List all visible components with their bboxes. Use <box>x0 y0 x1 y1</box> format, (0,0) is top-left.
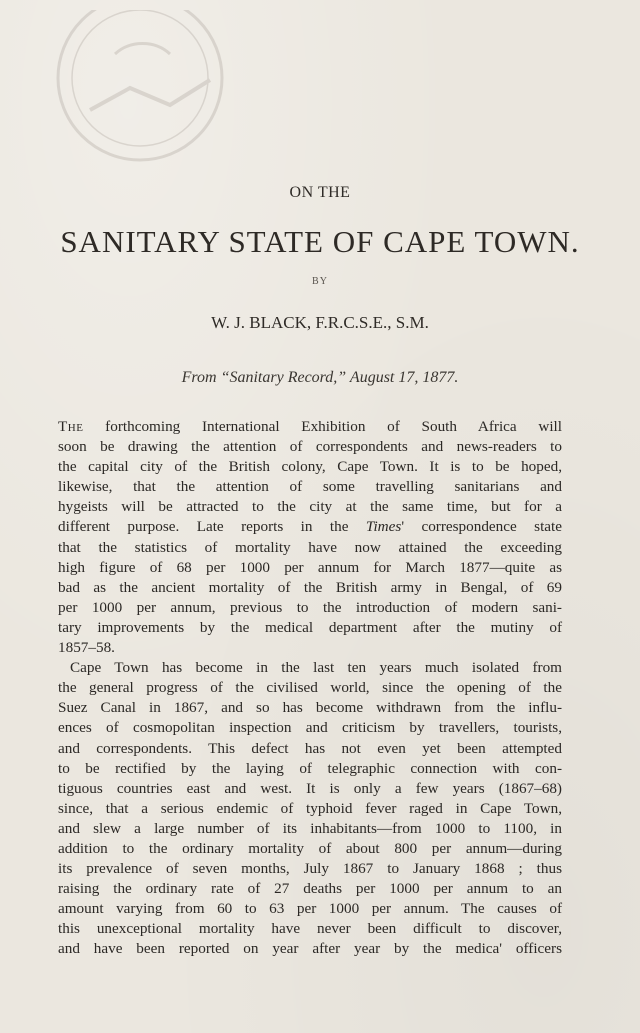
body-line: since, that a serious endemic of typhoid fever raged in Cape Town, <box>58 799 562 817</box>
body-line: tary improvements by the medical department after the mutiny of <box>58 618 562 636</box>
body-line: this unexceptional mortality have never been difficult to discover, <box>58 920 562 938</box>
body-line: to be rectified by the laying of telegraphic connection with con- <box>58 759 562 777</box>
author-name: W. J. BLACK, F.R.C.S.E., S.M. <box>211 313 429 332</box>
body-line: the capital city of the British colony, Cape Town. It is to be hoped, <box>58 458 562 476</box>
drop-word: The <box>58 418 84 435</box>
body-line: the general progress of the civilised world, since the opening of the <box>58 679 562 697</box>
body-line: and slew a large number of its inhabitants—from 1000 to 1100, in <box>58 819 562 837</box>
header-on-the: ON THE <box>289 184 351 201</box>
body-line: its prevalence of seven months, July 1867 to January 1868 ; thus <box>58 860 562 878</box>
body-line: bad as the ancient mortality of the British army in Bengal, of 69 <box>58 578 562 596</box>
body-line: 1857–58. <box>58 639 115 657</box>
source-record: “Sanitary Record,” <box>220 369 347 386</box>
newspaper-title: Times <box>365 518 402 536</box>
body-line: addition to the ordinary mortality of about 800 per annum—during <box>58 839 562 857</box>
source-date: August 17, 1877. <box>349 369 459 386</box>
body-line: per 1000 per annum, previous to the introduction of modern sani- <box>58 598 562 616</box>
body-line: tiguous countries east and west. It is only a few years (1867–68) <box>58 779 562 797</box>
body-line: and have been reported on year after year by the medica' officers <box>58 940 562 958</box>
document-title: SANITARY STATE OF CAPE TOWN. <box>60 224 580 259</box>
body-line: and correspondents. This defect has not even yet been attempted <box>58 739 562 757</box>
body-line: amount varying from 60 to 63 per 1000 per annum. The causes of <box>58 900 562 918</box>
body-line: The forthcoming International Exhibition of South Africa will <box>58 418 562 435</box>
body-line: ences of cosmopolitan inspection and criticism by travellers, tourists, <box>58 719 562 737</box>
body-line: raising the ordinary rate of 27 deaths per 1000 per annum to an <box>58 880 562 898</box>
source-from: From <box>181 369 217 386</box>
body-line: hygeists will be attracted to the city at the same time, but for a <box>58 498 562 516</box>
body-line: different purpose. Late reports in the Times' correspondence state <box>58 518 562 536</box>
body-line: Cape Town has become in the last ten years much isolated from <box>70 659 562 677</box>
library-stamp-icon <box>20 10 260 190</box>
body-line: soon be drawing the attention of correspondents and news-readers to <box>58 438 562 456</box>
source-line <box>0 369 640 387</box>
body-line: likewise, that the attention of some travelling sanitarians and <box>58 478 562 496</box>
body-text <box>58 417 562 960</box>
body-line: high figure of 68 per 1000 per annum for March 1877—quite as <box>58 558 562 576</box>
byline-by: BY <box>312 276 328 287</box>
body-line: that the statistics of mortality have now attained the exceeding <box>58 538 562 556</box>
body-line: Suez Canal in 1867, and so has become withdrawn from the influ- <box>58 699 562 717</box>
